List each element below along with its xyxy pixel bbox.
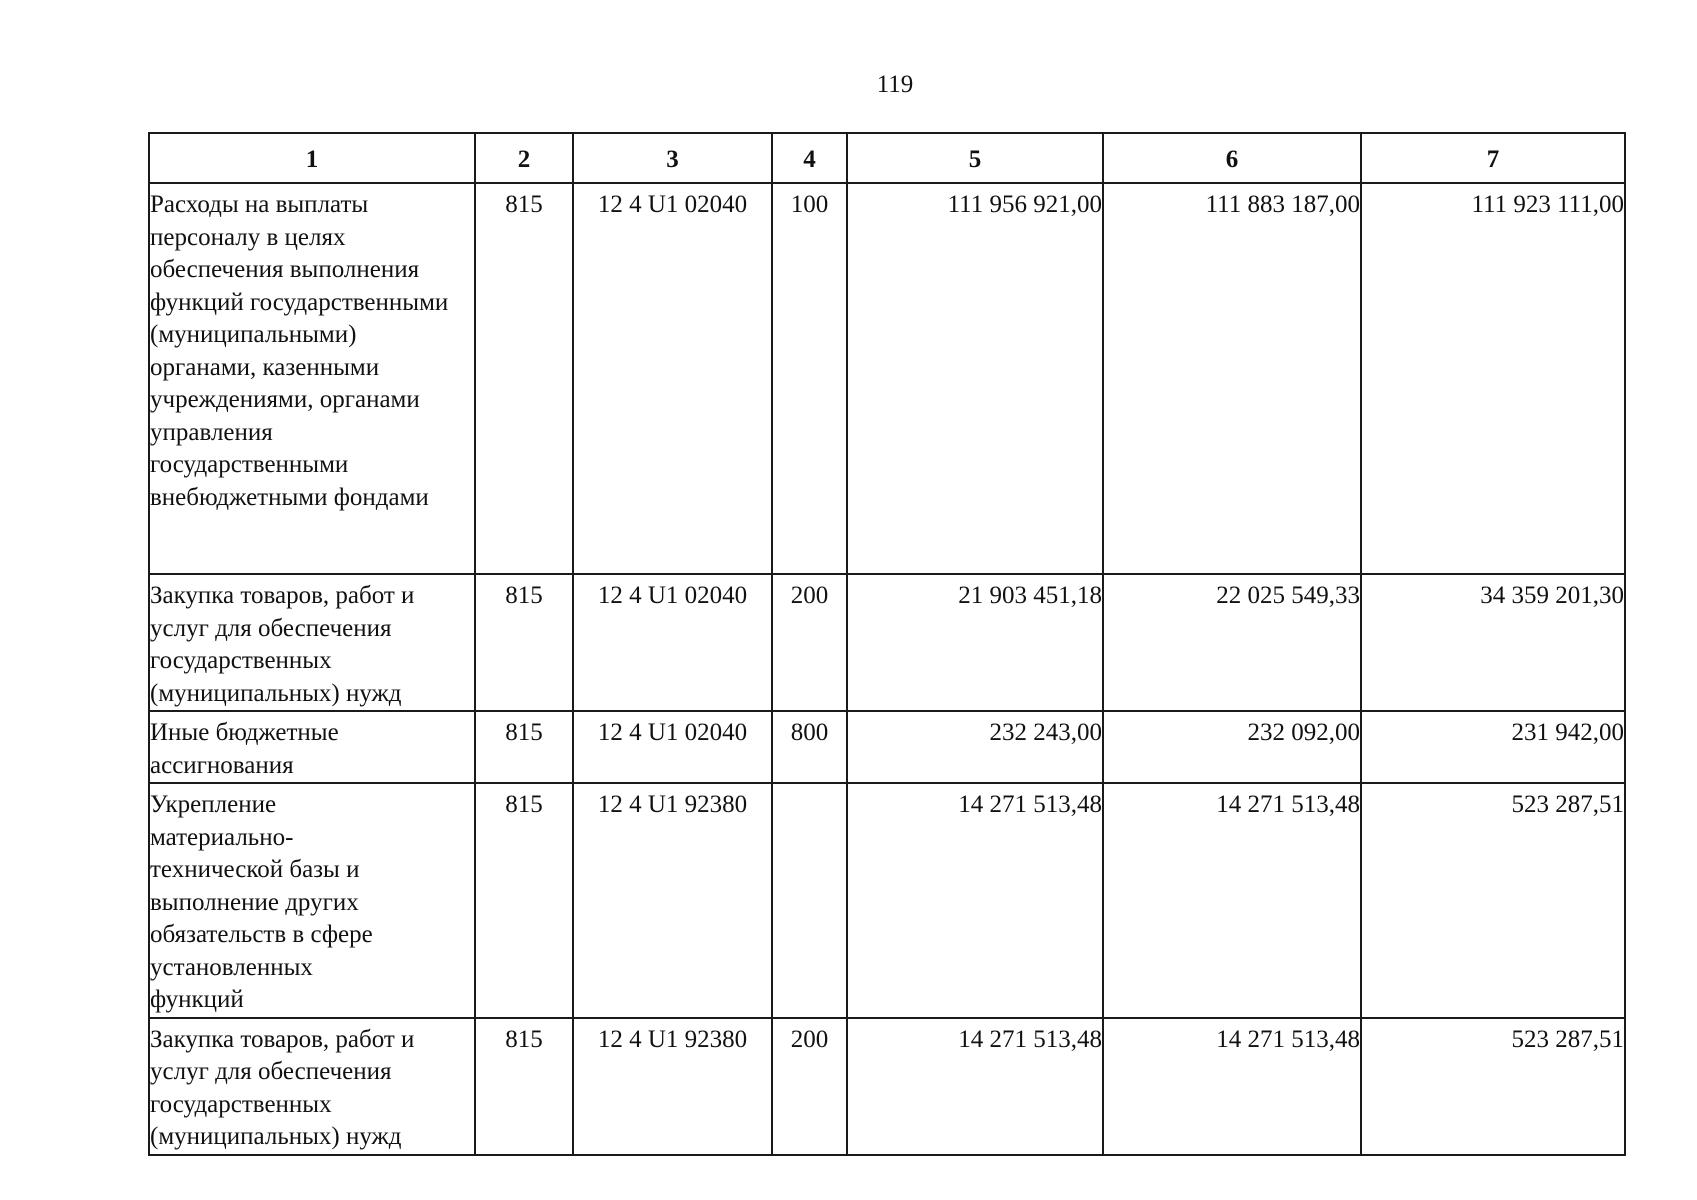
- row-ministry-code: 815: [475, 783, 573, 1018]
- column-header-3: 3: [573, 133, 772, 183]
- table-row: [149, 783, 1625, 1018]
- column-header-7: 7: [1361, 133, 1625, 183]
- row-ministry-code: 815: [475, 711, 573, 783]
- row-amount-6: 14 271 513,48: [1103, 1018, 1361, 1155]
- row-amount-5: 14 271 513,48: [847, 783, 1103, 1018]
- row-amount-7: 111 923 111,00: [1361, 183, 1625, 574]
- column-header-5: 5: [847, 133, 1103, 183]
- row-amount-5: 111 956 921,00: [847, 183, 1103, 574]
- row-name: Иные бюджетные ассигнования: [149, 711, 475, 783]
- row-target-article: 12 4 U1 92380: [573, 783, 772, 1018]
- row-target-article: 12 4 U1 02040: [573, 183, 772, 574]
- row-expense-type: 800: [772, 711, 847, 783]
- row-amount-5: 14 271 513,48: [847, 1018, 1103, 1155]
- row-name: Укрепление материально-технической базы и выполнение других обязательств в сфере установленных функций: [149, 783, 475, 1018]
- table-header-row: [149, 133, 1625, 183]
- row-amount-5: 21 903 451,18: [847, 574, 1103, 711]
- table-row: [149, 1018, 1625, 1155]
- row-amount-7: 34 359 201,30: [1361, 574, 1625, 711]
- column-header-4: 4: [772, 133, 847, 183]
- row-amount-5: 232 243,00: [847, 711, 1103, 783]
- row-amount-7: 523 287,51: [1361, 1018, 1625, 1155]
- row-expense-type: [772, 783, 847, 1018]
- row-expense-type: 100: [772, 183, 847, 574]
- row-amount-6: 22 025 549,33: [1103, 574, 1361, 711]
- row-target-article: 12 4 U1 02040: [573, 711, 772, 783]
- row-expense-type: 200: [772, 1018, 847, 1155]
- row-name: Закупка товаров, работ и услуг для обеспечения государственных (муниципальных) нужд: [149, 1018, 475, 1155]
- row-name: Закупка товаров, работ и услуг для обеспечения государственных (муниципальных) нужд: [149, 574, 475, 711]
- row-amount-7: 231 942,00: [1361, 711, 1625, 783]
- table-row: [149, 183, 1625, 574]
- row-amount-6: 232 092,00: [1103, 711, 1361, 783]
- row-amount-7: 523 287,51: [1361, 783, 1625, 1018]
- table-row: [149, 574, 1625, 711]
- row-target-article: 12 4 U1 92380: [573, 1018, 772, 1155]
- row-target-article: 12 4 U1 02040: [573, 574, 772, 711]
- row-expense-type: 200: [772, 574, 847, 711]
- column-header-1: 1: [149, 133, 475, 183]
- column-header-2: 2: [475, 133, 573, 183]
- budget-table: [148, 132, 1626, 1156]
- page-number: 119: [876, 71, 914, 98]
- row-ministry-code: 815: [475, 183, 573, 574]
- row-amount-6: 111 883 187,00: [1103, 183, 1361, 574]
- row-ministry-code: 815: [475, 1018, 573, 1155]
- table-row: [149, 711, 1625, 783]
- row-amount-6: 14 271 513,48: [1103, 783, 1361, 1018]
- column-header-6: 6: [1103, 133, 1361, 183]
- row-name: Расходы на выплаты персоналу в целях обеспечения выполнения функций государственными (муниципальными) органами, казенными учреждениями, органами управления государственными внебюджетными фондами: [149, 183, 475, 574]
- row-ministry-code: 815: [475, 574, 573, 711]
